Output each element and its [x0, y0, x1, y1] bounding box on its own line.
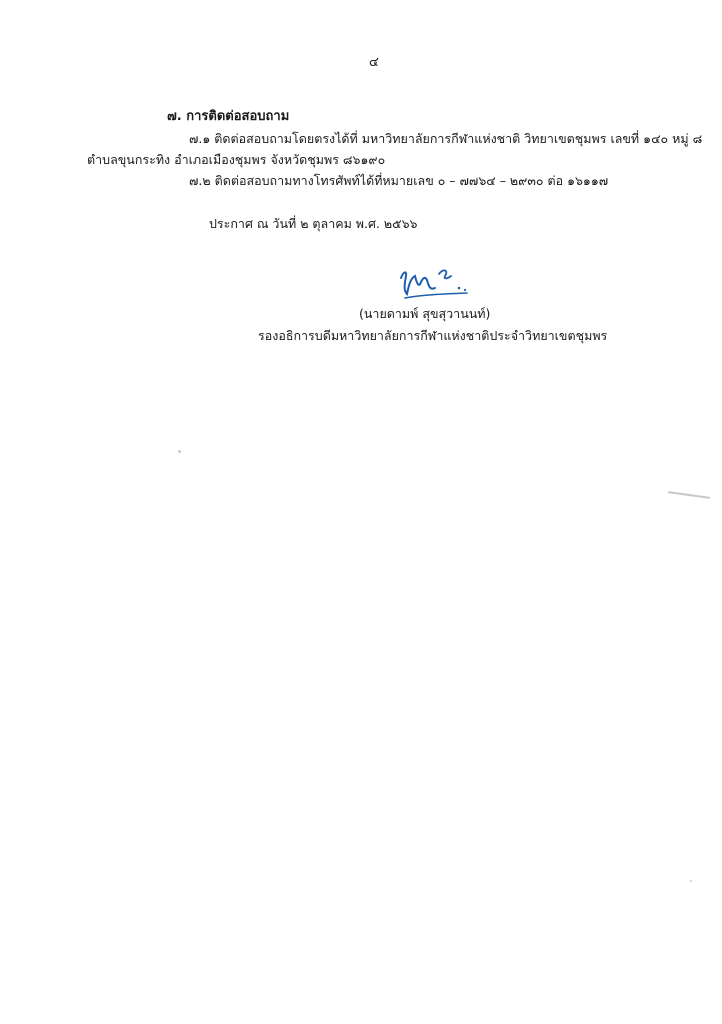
- page-number: ๔: [369, 55, 379, 70]
- scan-speck: [690, 880, 692, 882]
- contact-line-1: ๗.๑ ติดต่อสอบถามโดยตรงได้ที่ มหาวิทยาลัยการกีฬาแห่งชาติ วิทยาเขตชุมพร เลขที่ ๑๔๐ หมู่ ๘: [189, 131, 703, 146]
- contact-line-3: ๗.๒ ติดต่อสอบถามทางโทรศัพท์ได้ที่หมายเลข ๐ – ๗๗๖๔ – ๒๙๓๐ ต่อ ๑๖๑๑๗: [189, 173, 609, 188]
- section-heading: ๗. การติดต่อสอบถาม: [167, 109, 290, 124]
- signature-image: [393, 264, 473, 304]
- scan-speck: [178, 450, 181, 453]
- signatory-name: (นายดามพ์ สุขสุวานนท์): [359, 306, 491, 321]
- contact-line-2: ตำบลขุนกระทิง อำเภอเมืองชุมพร จังหวัดชุมพร ๘๖๑๙๐: [87, 152, 386, 167]
- announcement-date: ประกาศ ณ วันที่ ๒ ตุลาคม พ.ศ. ๒๕๖๖: [209, 216, 418, 231]
- scan-speck: [668, 491, 710, 499]
- signatory-position: รองอธิการบดีมหาวิทยาลัยการกีฬาแห่งชาติประจำวิทยาเขตชุมพร: [258, 328, 608, 343]
